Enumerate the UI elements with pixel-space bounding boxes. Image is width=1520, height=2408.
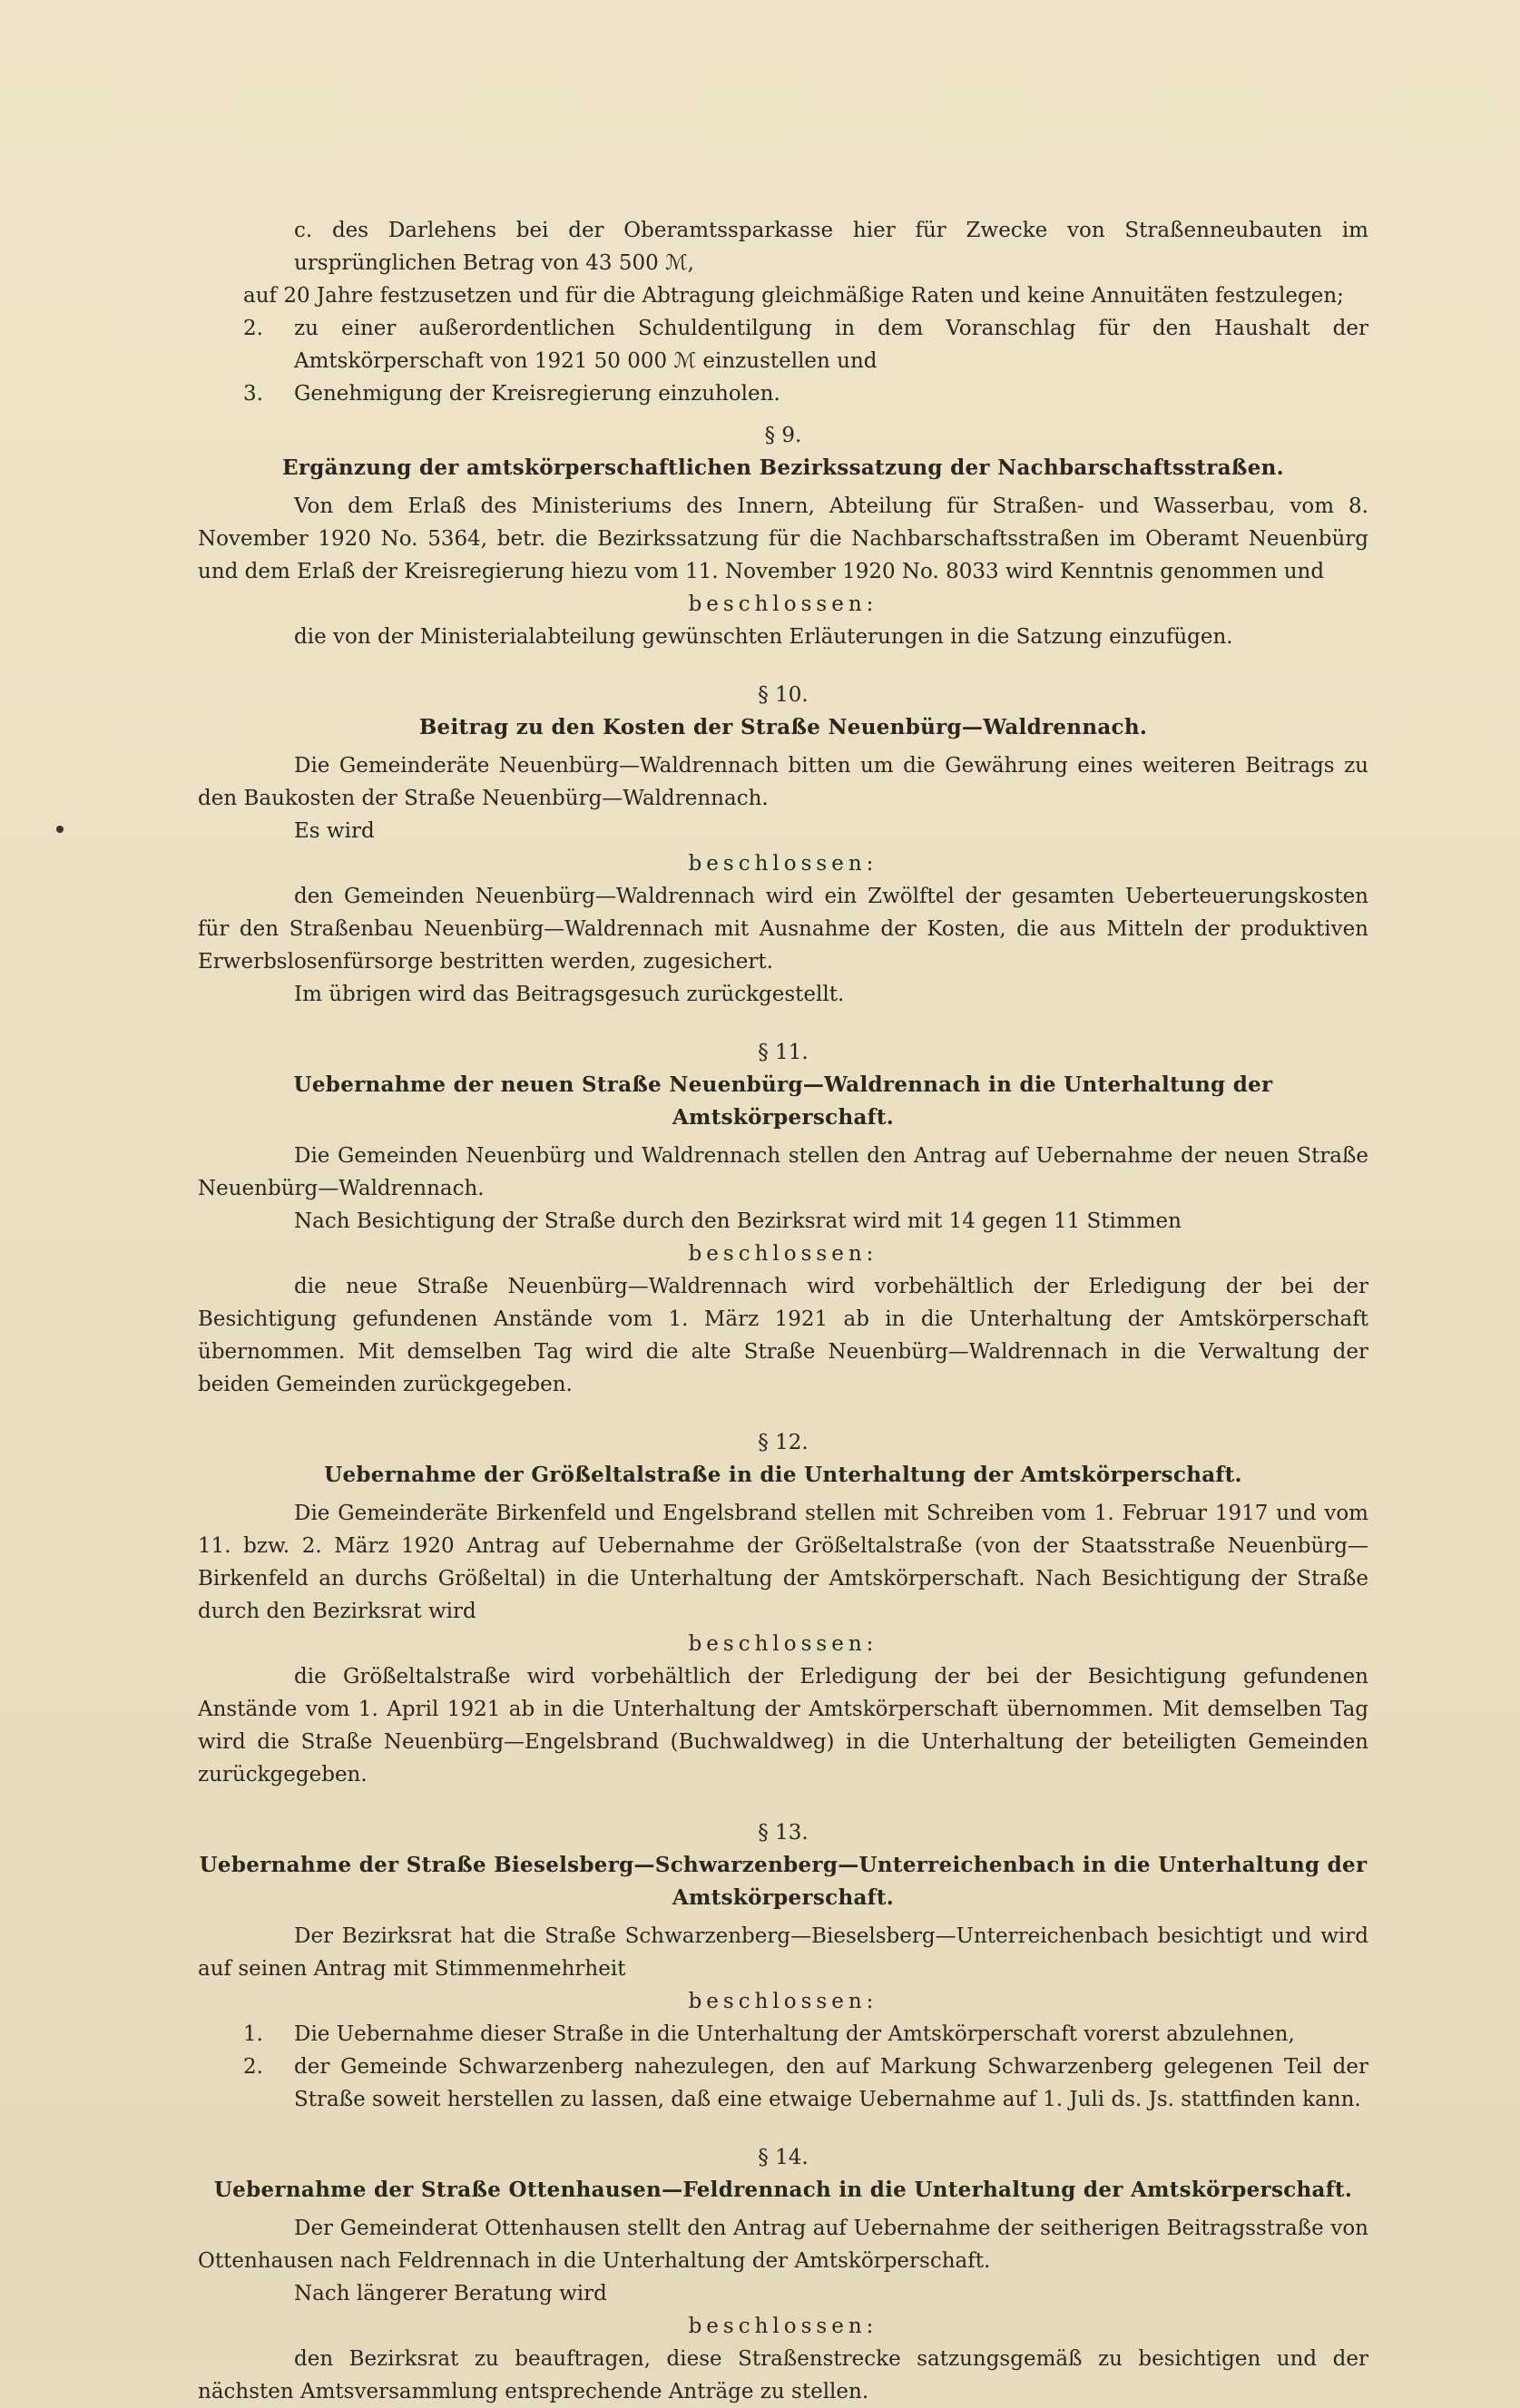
decision-text: die von der Ministerialabteilung gewünschten Erläuterungen in die Satzung einzufügen.: [294, 625, 1233, 649]
section-title: Ergänzung der amtskörperschaftlichen Bezirkssatzung der Nachbarschaftsstraßen.: [282, 455, 1284, 480]
item-text: der Gemeinde Schwarzenberg nahezulegen, den auf Markung Schwarzenberg gelegenen Teil der Straße soweit herstellen zu lassen, daß eine etwaige Uebernahme auf 1. Juli ds. Js. stattfinden kann.: [294, 2055, 1368, 2111]
item-text: zu einer außerordentlichen Schuldentilgung in dem Voranschlag für den Haushalt der Amtskörperschaft von 1921 50 000 ℳ einzustellen und: [294, 317, 1368, 373]
section-body: Die Gemeinderäte Neuenbürg—Waldrennach bitten um die Gewährung eines weiteren Beitrags zu den Baukosten der Straße Neuenbürg—Waldrennach.: [198, 754, 1368, 810]
item-text: Genehmigung der Kreisregierung einzuholen.: [294, 382, 780, 406]
section-body-continuation: Nach längerer Beratung wird: [294, 2282, 607, 2305]
item-number: 1.: [243, 2022, 263, 2046]
section-11: [198, 1036, 1368, 1401]
list-item: [198, 2018, 1368, 2051]
section-body: Die Gemeinderäte Birkenfeld und Engelsbrand stellen mit Schreiben vom 1. Februar 1917 und vom 11. bzw. 2. März 1920 Antrag auf Uebernahme der Größeltalstraße (von der Staatsstraße Neuenbürg—Birkenfeld an durchs Größeltal) in die Unterhaltung der Amtskörperschaft. Nach Besichtigung der Straße durch den Bezirksrat wird: [198, 1502, 1368, 1623]
section-title: Uebernahme der Straße Bieselsberg—Schwarzenberg—Unterreichenbach in die Unterhaltung der Amtskörperschaft.: [199, 1853, 1368, 1910]
item-number: 2.: [243, 2055, 263, 2079]
section-title: Uebernahme der Größeltalstraße in die Unterhaltung der Amtskörperschaft.: [324, 1463, 1242, 1487]
page-content: [198, 214, 1368, 2408]
list-item: [198, 312, 1368, 377]
section-body: Von dem Erlaß des Ministeriums des Innern, Abteilung für Straßen- und Wasserbau, vom 8. November 1920 No. 5364, betr. die Bezirkssatzung für die Nachbarschaftsstraßen im Oberamt Neuenbürg und dem Erlaß der Kreisregierung hiezu vom 11. November 1920 No. 8033 wird Kenntnis genommen und: [198, 494, 1368, 583]
section-number: § 13.: [758, 1821, 809, 1845]
item-number: 3.: [243, 382, 263, 406]
section-title: Uebernahme der Straße Ottenhausen—Feldrennach in die Unterhaltung der Amtskörperschaft.: [213, 2178, 1353, 2202]
resolved-label: beschlossen:: [688, 2315, 878, 2338]
item-text: Die Uebernahme dieser Straße in die Unterhaltung der Amtskörperschaft vorerst abzulehnen,: [294, 2022, 1295, 2046]
section-number: § 9.: [764, 424, 802, 447]
decision-text: den Gemeinden Neuenbürg—Waldrennach wird ein Zwölftel der gesamten Ueberteuerungskosten für den Straßenbau Neuenbürg—Waldrennach mit Ausnahme der Kosten, die aus Mitteln der produktiven Erwerbslosenfürsorge bestritten werden, zugesichert.: [198, 885, 1368, 974]
decision-text: die neue Straße Neuenbürg—Waldrennach wird vorbehältlich der Erledigung der bei der Besichtigung gefundenen Anstände vom 1. März 1921 ab in die Unterhaltung der Amtskörperschaft übernommen. Mit demselben Tag wird die alte Straße Neuenbürg—Waldrennach in die Verwaltung der beiden Gemeinden zurückgegeben.: [198, 1275, 1368, 1396]
section-body: Der Gemeinderat Ottenhausen stellt den Antrag auf Uebernahme der seitherigen Beitragsstraße von Ottenhausen nach Feldrennach in die Unterhaltung der Amtskörperschaft.: [198, 2217, 1368, 2273]
resolved-label: beschlossen:: [688, 1990, 878, 2013]
section-number: § 10.: [758, 683, 809, 707]
resolved-label: beschlossen:: [688, 1242, 878, 1266]
decision-text: die Größeltalstraße wird vorbehältlich der Erledigung der bei der Besichtigung gefundenen Anstände vom 1. April 1921 ab in die Unterhaltung der Amtskörperschaft übernommen. Mit demselben Tag wird die Straße Neuenbürg—Engelsbrand (Buchwaldweg) in die Unterhaltung der beteiligten Gemeinden zurückgegeben.: [198, 1665, 1368, 1786]
intro-line: auf 20 Jahre festzusetzen und für die Abtragung gleichmäßige Raten und keine Annuitäten festzulegen;: [243, 284, 1344, 308]
item-number: 2.: [243, 317, 263, 340]
section-14: [198, 2141, 1368, 2408]
section-10: [198, 679, 1368, 1011]
intro-item-c: c. des Darlehens bei der Oberamtssparkasse hier für Zwecke von Straßenneubauten im ursprünglichen Betrag von 43 500 ℳ,: [294, 219, 1368, 275]
section-number: § 14.: [758, 2146, 809, 2169]
resolved-label: beschlossen:: [688, 592, 878, 616]
section-title: Beitrag zu den Kosten der Straße Neuenbürg—Waldrennach.: [418, 715, 1148, 739]
section-9: [198, 419, 1368, 653]
resolved-label: beschlossen:: [688, 852, 878, 876]
section-number: § 11.: [758, 1041, 809, 1064]
decision-text-continuation: Im übrigen wird das Beitragsgesuch zurückgestellt.: [294, 983, 845, 1006]
section-body: Die Gemeinden Neuenbürg und Waldrennach stellen den Antrag auf Uebernahme der neuen Straße Neuenbürg—Waldrennach.: [198, 1144, 1368, 1200]
section-13: [198, 1816, 1368, 2116]
section-number: § 12.: [758, 1431, 809, 1454]
resolved-label: beschlossen:: [688, 1632, 878, 1656]
list-item: [198, 2051, 1368, 2116]
section-body-continuation: Es wird: [294, 819, 375, 843]
decision-text: den Bezirksrat zu beauftragen, diese Straßenstrecke satzungsgemäß zu besichtigen und der nächsten Amtsversammlung entsprechende Anträge zu stellen.: [198, 2347, 1368, 2403]
ink-speck: [56, 826, 64, 833]
section-12: [198, 1426, 1368, 1791]
section-body-continuation: Nach Besichtigung der Straße durch den Bezirksrat wird mit 14 gegen 11 Stimmen: [294, 1209, 1182, 1233]
section-body: Der Bezirksrat hat die Straße Schwarzenberg—Bieselsberg—Unterreichenbach besichtigt und wird auf seinen Antrag mit Stimmenmehrheit: [198, 1924, 1368, 1981]
list-item: [198, 377, 1368, 410]
section-title: Uebernahme der neuen Straße Neuenbürg—Waldrennach in die Unterhaltung der Amtskörperschaft.: [293, 1072, 1273, 1130]
